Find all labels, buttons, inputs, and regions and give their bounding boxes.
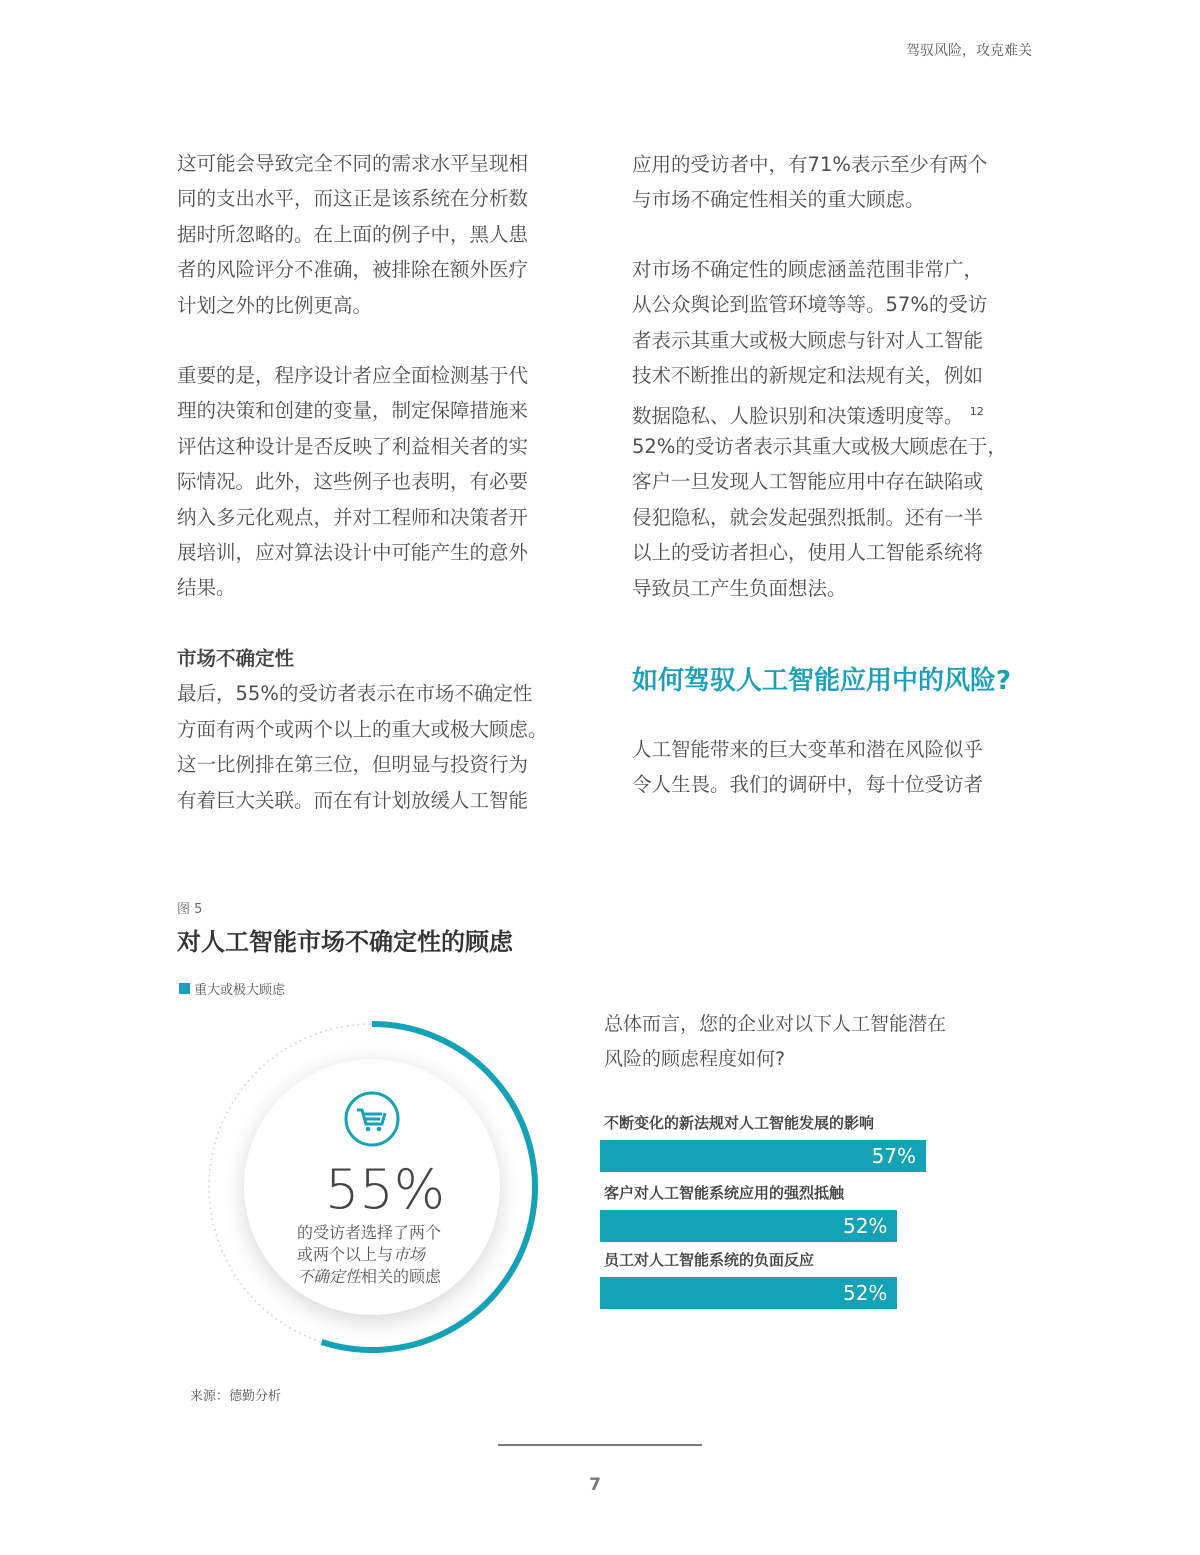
footnote-ref[interactable]: 12 (969, 404, 984, 418)
text-line: 对市场不确定性的顾虑涵盖范围非常广， (632, 258, 984, 281)
right-paragraph-3 (632, 732, 983, 803)
caption-italic: 不确定性 (297, 1267, 362, 1286)
right-paragraph-1 (632, 147, 987, 218)
text-line: 52%的受访者表示其重大或极大顾虑在于， (632, 434, 1007, 458)
figure-title: 对人工智能市场不确定性的顾虑 (177, 928, 513, 956)
bar-label: 客户对人工智能系统应用的强烈抵触 (604, 1184, 845, 1202)
bar-label: 员工对人工智能系统的负面反应 (604, 1251, 815, 1269)
donut-value: 55% (324, 1158, 446, 1221)
donut-caption (297, 1222, 441, 1288)
text-line: 侵犯隐私，就会发起强烈抵制。还有一半 (632, 505, 984, 529)
shopping-cart-icon (343, 1090, 401, 1148)
text-line: 际情况。此外，这些例子也表明，有必要 (177, 470, 529, 494)
left-paragraph-1 (177, 146, 528, 323)
text-line: 从公众舆论到监管环境等等。57%的受访 (632, 293, 988, 317)
text-line: 结果。 (177, 576, 236, 600)
text-line: 令人生畏。我们的调研中，每十位受访者 (632, 773, 984, 797)
text-line: 与市场不确定性相关的重大顾虑。 (632, 188, 925, 212)
running-header: 驾驭风险，攻克难关 (906, 43, 1032, 59)
caption-line (297, 1244, 441, 1266)
text-line: 重要的是，程序设计者应全面检测基于代 (177, 364, 529, 387)
text-line: 评估这种设计是否反映了利益相关者的实 (177, 434, 529, 458)
section-heading: 如何驾驭人工智能应用中的风险? (632, 666, 1012, 696)
text-line: 导致员工产生负面想法。 (632, 576, 847, 600)
section-subheading: 市场不确定性 (177, 647, 295, 670)
figure-number: 图 5 (177, 902, 203, 917)
text-line: 客户一旦发现人工智能应用中存在缺陷或 (632, 470, 984, 494)
survey-question (604, 1007, 946, 1077)
caption-span: 或两个以上与 (297, 1245, 394, 1264)
question-line: 风险的顾虑程度如何? (604, 1048, 786, 1070)
left-paragraph-2 (177, 358, 528, 606)
caption-line (297, 1266, 441, 1288)
text-line: 技术不断推出的新规定和法规有关，例如 (632, 364, 984, 388)
text-line: 者表示其重大或极大顾虑与针对人工智能 (632, 328, 984, 352)
text-line: 应用的受访者中，有71%表示至少有两个 (632, 153, 988, 176)
text-span: 数据隐私、人脸识别和决策透明度等。 (632, 404, 964, 428)
text-line: 纳入多元化观点，并对工程师和决策者开 (177, 505, 529, 529)
question-line: 总体而言，您的企业对以下人工智能潜在 (604, 1013, 947, 1035)
text-line: 这可能会导致完全不同的需求水平呈现相 (177, 152, 529, 175)
caption-italic: 市场 (393, 1245, 426, 1264)
text-line: 这一比例排在第三位，但明显与投资行为 (177, 753, 529, 777)
text-line: 同的支出水平，而这正是该系统在分析数 (177, 187, 529, 211)
text-line: 方面有两个或两个以上的重大或极大顾虑。 (177, 717, 548, 741)
caption-span: 相关的顾虑 (361, 1267, 442, 1286)
bar: 57% (600, 1140, 926, 1172)
caption-line: 的受访者选择了两个 (297, 1223, 442, 1242)
bar: 52% (600, 1210, 897, 1242)
left-paragraph-3 (177, 641, 548, 818)
text-line: 者的风险评分不准确，被排除在额外医疗 (177, 258, 529, 282)
legend (179, 979, 285, 998)
legend-swatch (179, 983, 190, 994)
text-line: 最后，55%的受访者表示在市场不确定性 (177, 682, 533, 706)
text-line (632, 394, 1007, 429)
legend-label: 重大或极大顾虑 (194, 983, 286, 998)
page-number: 7 (589, 1475, 601, 1495)
text-line: 以上的受访者担心，使用人工智能系统将 (632, 541, 984, 565)
text-line: 计划之外的比例更高。 (177, 293, 373, 317)
right-paragraph-2 (632, 252, 1007, 606)
text-line: 理的决策和创建的变量，制定保障措施来 (177, 399, 529, 423)
bar: 52% (600, 1277, 897, 1309)
text-line: 人工智能带来的巨大变革和潜在风险似乎 (632, 738, 984, 761)
text-line: 展培训，应对算法设计中可能产生的意外 (177, 540, 529, 564)
bar-label: 不断变化的新法规对人工智能发展的影响 (604, 1114, 875, 1132)
figure-source: 来源：德勤分析 (190, 1389, 282, 1404)
footer-divider (498, 1444, 702, 1446)
text-line: 据时所忽略的。在上面的例子中，黑人患 (177, 222, 529, 246)
text-line: 有着巨大关联。而在有计划放缓人工智能 (177, 788, 529, 812)
